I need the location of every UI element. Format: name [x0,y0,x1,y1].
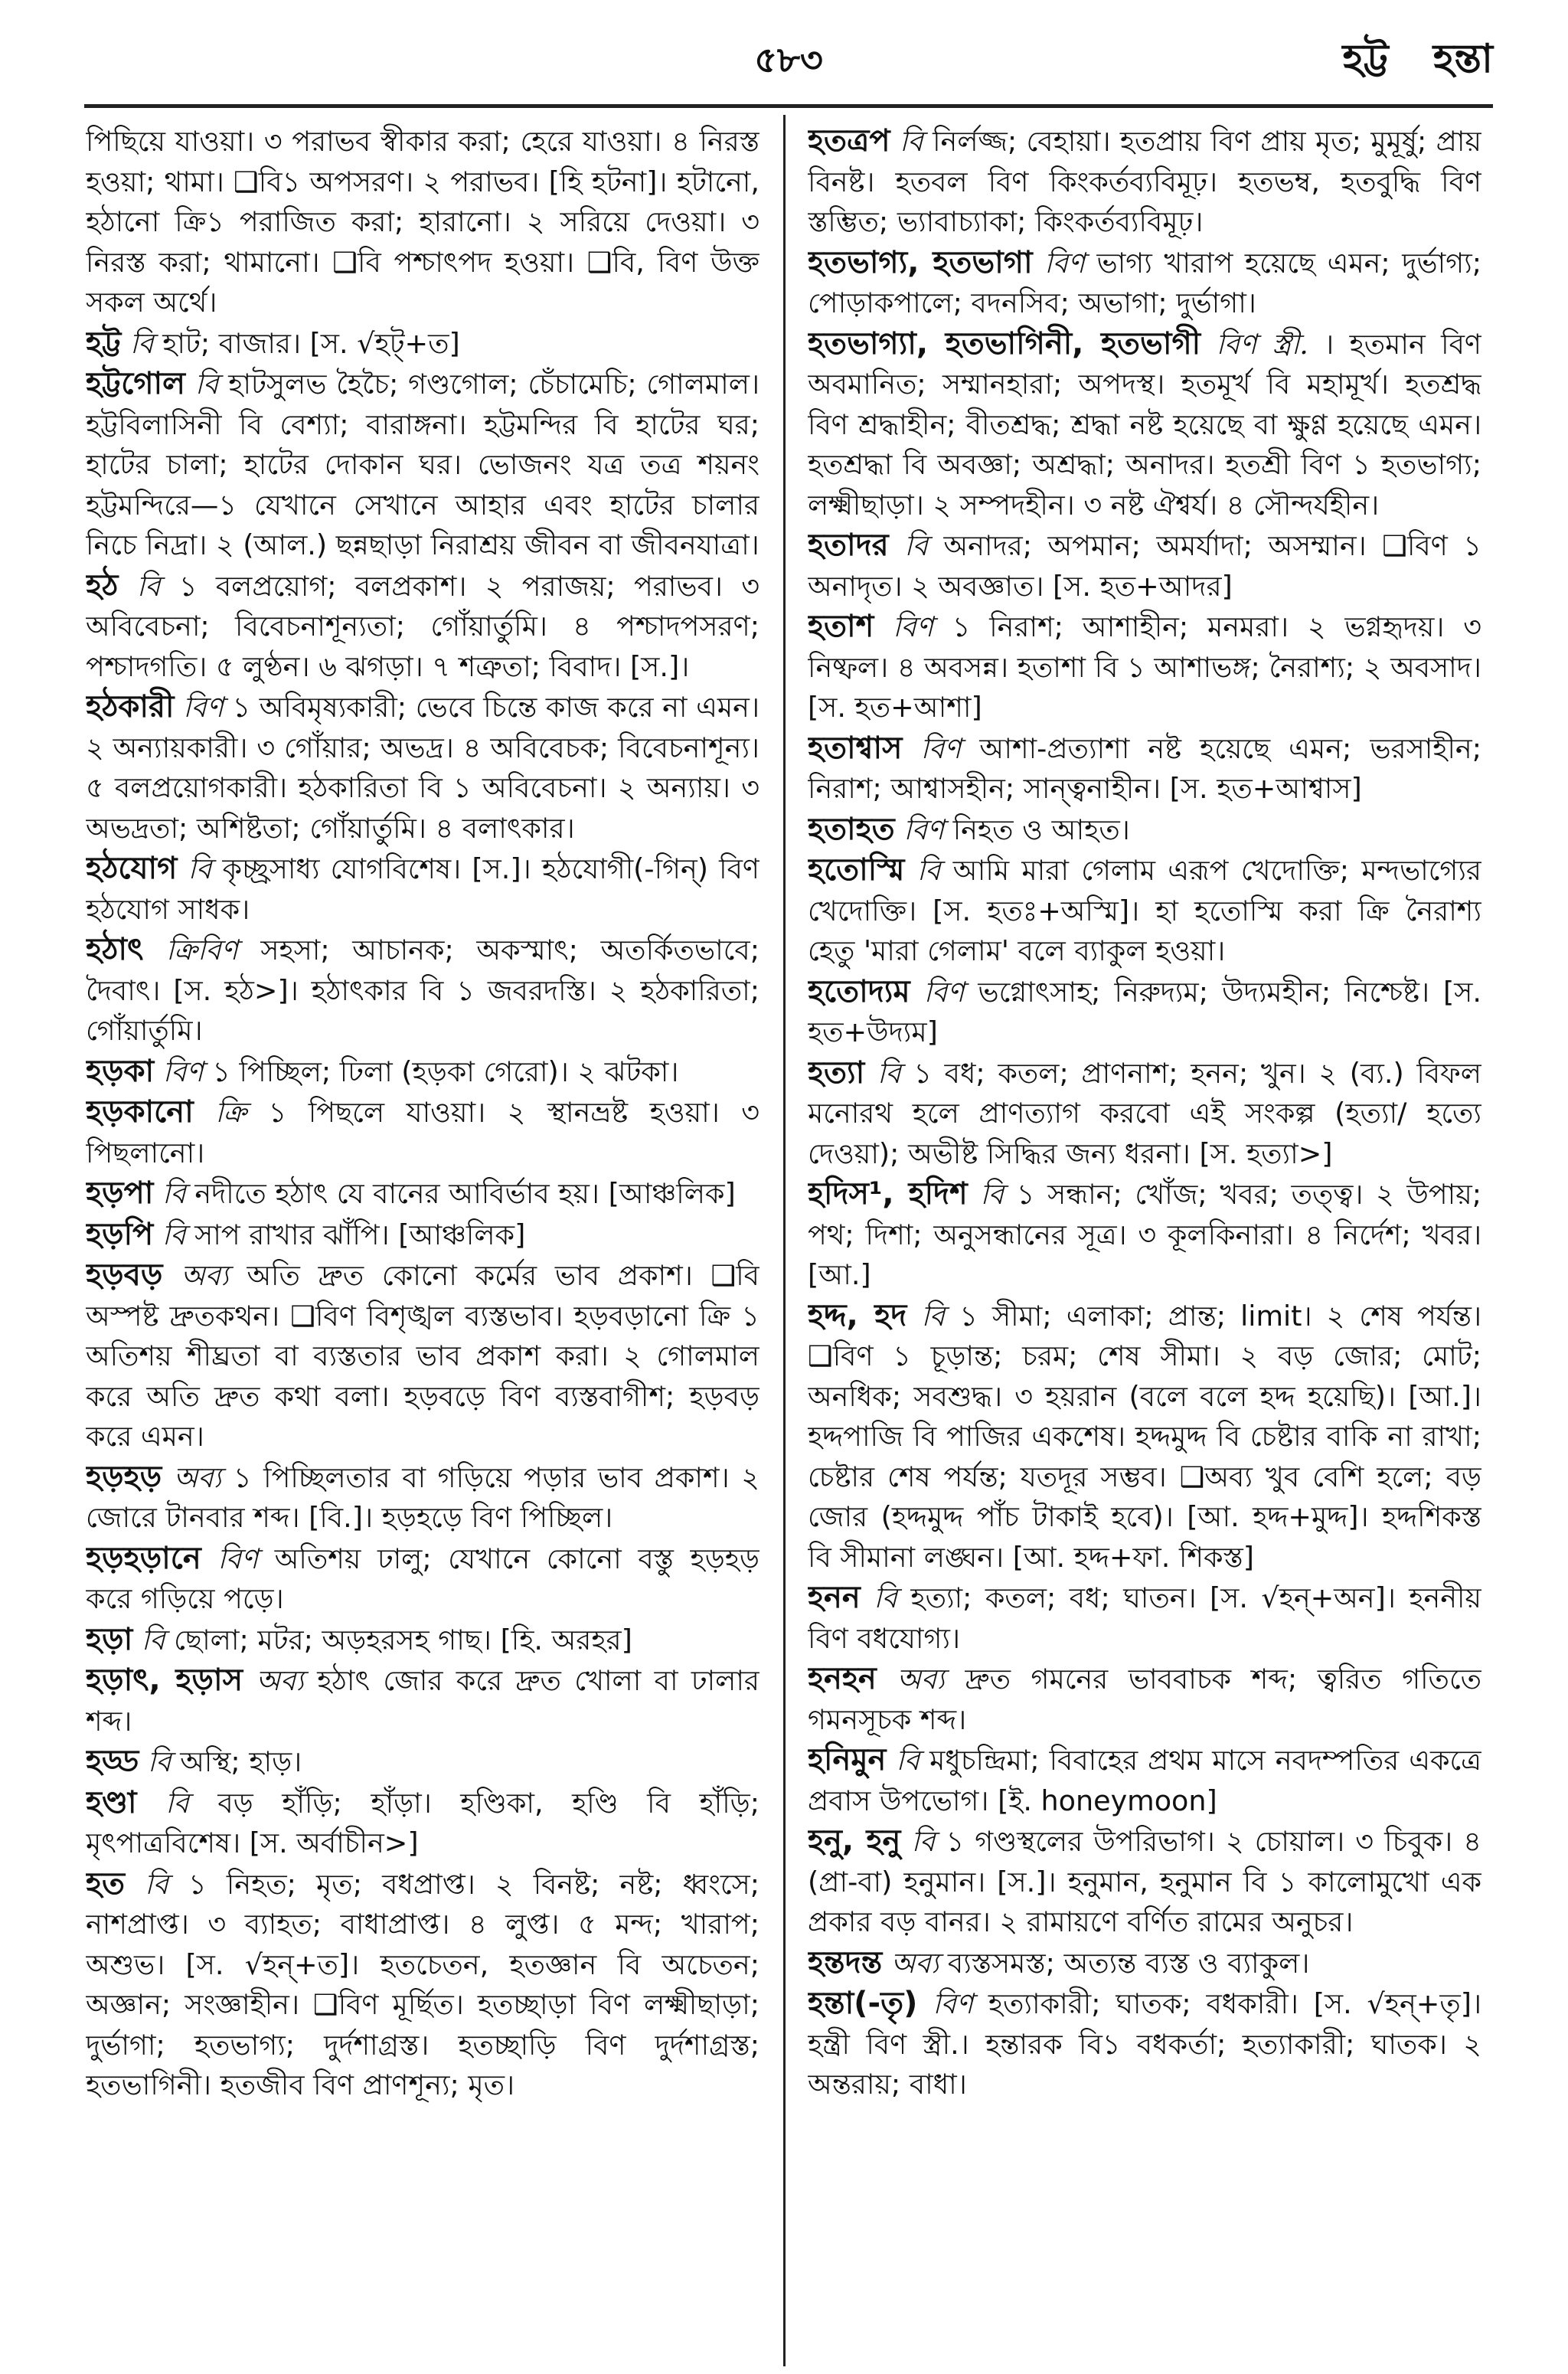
headword: হড়া [86,1621,133,1657]
headword: হড়হড়ানে [86,1540,201,1576]
part-of-speech: বিণ [162,1055,204,1088]
headword: হত [86,1866,126,1901]
part-of-speech: ক্রি [215,1096,247,1129]
definition: । হতমান বিণ অবমানিত; সম্মানহারা; অপদস্থ। হতমূর্খ বি মহামূর্খ। হতশ্রদ্ধ বিণ শ্রদ্ধাহীন; বীতশ্রদ্ধ; শ্রদ্ধা নষ্ট হয়েছে বা ক্ষুণ্ণ হয়েছে এমন। হতশ্রদ্ধা বি অবজ্ঞা; অশ্রদ্ধা; অনাদর। হতশ্রী বিণ ১ হতভাগ্য; লক্ষ্মীছাড়া। ২ সম্পদহীন। ৩ নষ্ট ঐশ্বর্য। ৪ সৌন্দর্যহীন। [808,327,1481,522]
headword: হঠযোগ [86,851,178,886]
definition: অতিশয় ঢালু; যেখানে কোনো বস্তু হড়হড় করে গড়িয়ে পড়ে। [86,1542,760,1615]
header-rule [84,104,1493,108]
dictionary-entry [808,1983,1481,2105]
definition: হাট; বাজার। [স. √হট্+ত] [162,326,460,360]
dictionary-entry [86,849,760,930]
headword: হতোস্মি [808,852,905,888]
dictionary-entry [86,566,760,688]
definition: হাটসুলভ হৈচৈ; গণ্ডগোল; চেঁচামেচি; গোলমাল। হট্টবিলাসিনী বি বেশ্যা; বারাঙ্গনা। হট্টমন্দির বি হাটের ঘর; হাটের চালা; হাটের দোকান ঘর। ভোজনং যত্র তত্র শয়নং হট্টমন্দিরে—১ যেখানে সেখানে আহার এবং হাটের চালার নিচে নিদ্রা। ২ (আল.) ছন্নছাড়া নিরাশ্রয় জীবন বা জীবনযাত্রা। [86,368,760,561]
headword: হতাহত [808,811,895,847]
definition: হঠাৎ জোর করে দ্রুত খোলা বা ঢালার শব্দ। [86,1664,760,1738]
part-of-speech: বিণ [933,1987,974,2020]
headword: হদ্দ, হদ [808,1297,907,1333]
headword: হনন [808,1580,861,1615]
dictionary-entry [86,1173,760,1215]
dictionary-entry [86,1457,760,1539]
part-of-speech: বি [188,852,212,885]
part-of-speech: বি [896,1744,920,1777]
headword: হতভাগ্য, হতভাগা [808,244,1033,280]
definition: ১ বধ; কতল; প্রাণনাশ; হনন; খুন। ২ (ব্য.) বিফল মনোরথ হলে প্রাণত্যাগ করবো এই সংকল্প (হত্যা/ হত্যে দেওয়া); অভীষ্ট সিদ্ধির জন্য ধরনা। [স. হত্যা>] [808,1056,1481,1170]
part-of-speech: বি [136,569,161,603]
dictionary-entry [86,687,760,849]
definition: অতি দ্রুত কোনো কর্মের ভাব প্রকাশ। ❑বি অস্পষ্ট দ্রুতকথন। ❑বিণ বিশৃঙ্খল ব্যস্তভাব। হড়বড়ানো ক্রি ১ অতিশয় শীঘ্রতা বা ব্যস্ততার ভাব প্রকাশ করা। ২ গোলমাল করে অতি দ্রুত কথা বলা। হড়বড়ে বিণ ব্যস্তবাগীশ; হড়বড় করে এমন। [86,1259,760,1453]
headword: হতাশ্বাস [808,730,903,766]
definition: সাপ রাখার ঝাঁপি। [আঞ্চলিক] [194,1218,526,1251]
part-of-speech: বিণ [920,731,962,765]
part-of-speech: বি [911,1825,936,1858]
headword: হড়কা [86,1053,155,1089]
headword: হট্ট [86,325,122,361]
dictionary-entry [86,323,760,365]
dictionary-entry [86,1539,760,1620]
part-of-speech: অব্য [890,1946,939,1980]
headword: হড্ড [86,1744,139,1779]
page-number: ৫৮৩ [754,39,823,80]
column-divider [783,115,786,2366]
part-of-speech: অব্য [181,1259,229,1292]
headword: হড়হড় [86,1459,162,1495]
left-column [86,121,760,2365]
part-of-speech: অব্য [256,1664,304,1697]
dictionary-entry [86,1092,760,1173]
dictionary-entry [808,1174,1481,1296]
dictionary-entry [86,1620,760,1661]
dictionary-entry [86,1741,760,1783]
headword: হড়পা [86,1176,154,1211]
dictionary-entry [808,324,1481,526]
part-of-speech: বি [145,1867,168,1901]
part-of-speech: অব্য [173,1460,222,1494]
part-of-speech: বি [194,368,219,401]
definition: ১ পিচ্ছিলতার বা গড়িয়ে পড়ার ভাব প্রকাশ। ২ জোরে টানবার শব্দ। [বি.]। হড়হড়ে বিণ পিচ্ছিল। [86,1460,760,1534]
headword: হঠাৎ [86,932,144,967]
definition: ১ অবিমৃষ্যকারী; ভেবে চিন্তে কাজ করে না এমন। ২ অন্যায়কারী। ৩ গোঁয়ার; অভদ্র। ৪ অবিবেচক; বিবেচনাশূন্য। ৫ বলপ্রয়োগকারী। হঠকারিতা বি ১ অবিবেচনা। ২ অন্যায়। ৩ অভদ্রতা; অশিষ্টতা; গোঁয়ার্তুমি। ৪ বলাৎকার। [86,691,760,845]
dictionary-entry [86,121,760,323]
headword: হনিমুন [808,1742,887,1777]
dictionary-entry [86,1864,760,2106]
definition: সহসা; আচানক; অকস্মাৎ; অতর্কিতভাবে; দৈবাৎ। [স. হঠ>]। হঠাৎকার বি ১ জবরদস্তি। ২ হঠকারিতা; গোঁয়ার্তুমি। [86,934,760,1047]
dictionary-entry [808,607,1481,728]
dictionary-entry [86,1660,760,1741]
definition: ১ গণ্ডস্থলের উপরিভাগ। ২ চোয়াল। ৩ চিবুক। ৪ (প্রা-বা) হনুমান। [স.]। হনুমান, হনুমান বি ১ কালোমুখো এক প্রকার বড় বানর। ২ রামায়ণে বর্ণিত রামের অনুচর। [808,1825,1481,1938]
headword: হতাশ [808,609,874,644]
definition: বড় হাঁড়ি; হাঁড়া। হণ্ডিকা, হণ্ডি বি হাঁড়ি; মৃৎপাত্রবিশেষ। [স. অর্বাচীন>] [86,1786,760,1859]
dictionary-entry [86,1255,760,1457]
headword: হড়বড় [86,1257,163,1293]
headword: হন্তদন্ত [808,1944,883,1980]
definition: ১ সীমা; এলাকা; প্রান্ত; limit। ২ শেষ পর্যন্ত। ❑বিণ ১ চূড়ান্ত; চরম; শেষ সীমা। ২ বড় জোর; মোট; অনধিক; সবশুদ্ধ। ৩ হয়রান (বলে বলে হদ্দ হয়েছি)। [আ.]। হদ্দপাজি বি পাজির একশেষ। হদ্দমুদ্দ বি চেষ্টার বাকি না রাখা; চেষ্টার শেষ পর্যন্ত; যতদূর সম্ভব। ❑অব্য খুব বেশি হলে; বড় জোর (হদ্দমুদ্দ পাঁচ টাকাই হবে)। [আ. হদ্দ+মুদ্দ]। হদ্দশিকস্ত বি সীমানা লঙ্ঘন। [আ. হদ্দ+ফা. শিকস্ত] [808,1299,1481,1574]
part-of-speech: ক্রিবিণ [165,934,238,966]
part-of-speech: বিণ [183,691,224,724]
headword: হতোদ্যম [808,973,910,1009]
part-of-speech: বিণ [217,1542,259,1575]
definition: হত্যা; কতল; বধ; ঘাতন। [স. √হন্+অন]। হননীয় বিণ বধযোগ্য। [808,1581,1481,1655]
headword: হত্যা [808,1055,865,1091]
headword: হণ্ডা [86,1784,137,1820]
dictionary-entry [808,1659,1481,1740]
definition: ১ নিহত; মৃত; বধপ্রাপ্ত। ২ বিনষ্ট; নষ্ট; ধ্বংসে; নাশপ্রাপ্ত। ৩ ব্যাহত; বাধাপ্রাপ্ত। ৪ লুপ্ত। ৫ মন্দ; খারাপ; অশুভ। [স. √হন্+ত]। হতচেতন, হতজ্ঞান বি অচেতন; অজ্ঞান; সংজ্ঞাহীন। ❑বিণ মূর্ছিত। হতচ্ছাড়া বিণ লক্ষ্মীছাড়া; দুর্ভাগা; হতভাগ্য; দুর্দশাগ্রস্ত। হতচ্ছাড়ি বিণ দুর্দশাগ্রস্ত; হতভাগিনী। হতজীব বিণ প্রাণশূন্য; মৃত। [86,1867,760,2101]
part-of-speech: বি [899,125,923,158]
headword: হতভাগ্যা, হতভাগিনী, হতভাগী [808,325,1201,361]
dictionary-entry [808,1821,1481,1943]
dictionary-entry [808,1740,1481,1821]
dictionary-entry [86,1051,760,1093]
dictionary-entry [808,728,1481,809]
definition: ১ সন্ধান; খোঁজ; খবর; তত্ত্ব। ২ উপায়; পথ; দিশা; অনুসন্ধানের সূত্র। ৩ কূলকিনারা। ৪ নির্দেশ; খবর। [আ.] [808,1178,1481,1291]
dictionary-entry [808,1943,1481,1984]
headword: হনহন [808,1661,877,1696]
part-of-speech: বি [904,529,928,562]
headword: হট্টগোল [86,366,185,401]
part-of-speech: বি [877,1056,901,1090]
definition: অস্থি; হাড়। [180,1745,302,1778]
definition: কৃচ্ছ্রসাধ্য যোগবিশেষ। [স.]। হঠযোগী(-গিন্) বিণ হঠযোগ সাধক। [86,852,760,926]
dictionary-entry [808,1296,1481,1578]
headword: হঠ [86,567,119,603]
right-column [808,121,1481,2365]
headword: হঠকারী [86,689,175,724]
definition: ১ বলপ্রয়োগ; বলপ্রকাশ। ২ পরাজয়; পরাভব। ৩ অবিবেচনা; বিবেচনাশূন্যতা; গোঁয়ার্তুমি। ৪ পশ্চাদপসরণ; পশ্চাদগতি। ৫ লুণ্ঠন। ৬ ঝগড়া। ৭ শত্রুতা; বিবাদ। [স.]। [86,569,760,683]
definition: ব্যস্তসমস্ত; অত্যন্ত ব্যস্ত ও ব্যাকুল। [947,1946,1310,1980]
definition: নদীতে হঠাৎ যে বানের আবির্ভাব হয়। [আঞ্চলিক] [194,1177,736,1210]
part-of-speech: বিণ [903,813,945,846]
dictionary-entry [808,121,1481,243]
definition: ছোলা; মটর; অড়হরসহ গাছ। [হি. অরহর] [174,1623,632,1656]
headword: হন্তা(-তৃ) [808,1986,918,2021]
dictionary-entry [808,243,1481,324]
part-of-speech: বি [874,1581,897,1614]
definition: ১ পিছলে যাওয়া। ২ স্থানভ্রষ্ট হওয়া। ৩ পিছলানো। [86,1096,760,1169]
definition: মধুচন্দ্রিমা; বিবাহের প্রথম মাসে নবদম্পতির একত্রে প্রবাস উপভোগ। [ই. honeymoon] [808,1744,1481,1817]
guide-words: হট্ট হন্তা [1342,35,1493,82]
part-of-speech: বিণ [923,975,965,1009]
definition: আমি মারা গেলাম এরূপ খেদোক্তি; মন্দভাগ্যের খেদোক্তি। [স. হতঃ+অস্মি]। হা হতোস্মি করা ক্রি নৈরাশ্য হেতু 'মারা গেলাম' বলে ব্যাকুল হওয়া। [808,854,1481,967]
headword: হড়পি [86,1216,154,1252]
definition: অনাদর; অপমান; অমর্যাদা; অসম্মান। ❑বিণ ১ অনাদৃত। ২ অবজ্ঞাত। [স. হত+আদর] [808,529,1481,603]
part-of-speech: বি [162,1218,186,1251]
dictionary-entry [808,525,1481,607]
definition: ১ পিচ্ছিল; ঢিলা (হড়কা গেরো)। ২ ঝটকা। [212,1055,679,1088]
part-of-speech: বি [162,1177,186,1210]
dictionary-entry [86,1215,760,1256]
headword: হতত্রপ [808,123,890,159]
part-of-speech: বিণ [893,610,933,643]
part-of-speech: বি [980,1178,1004,1211]
definition: পিছিয়ে যাওয়া। ৩ পরাভব স্বীকার করা; হেরে যাওয়া। ৪ নিরস্ত হওয়া; থামা। ❑বি১ অপসরণ। ২ পরাভব। [হি হটনা]। হটানো, হঠানো ক্রি১ পরাজিত করা; হারানো। ২ সরিয়ে দেওয়া। ৩ নিরস্ত করা; থামানো। ❑বি পশ্চাৎপদ হওয়া। ❑বি, বিণ উক্ত সকল অর্থে। [86,125,760,319]
definition: ১ নিরাশ; আশাহীন; মনমরা। ২ ভগ্নহৃদয়। ৩ নিষ্ফল। ৪ অবসন্ন। হতাশা বি ১ আশাভঙ্গ; নৈরাশ্য; ২ অবসাদ। [স. হত+আশা] [808,610,1481,724]
definition: হত্যাকারী; ঘাতক; বধকারী। [স. √হন্+তৃ]। হন্ত্রী বিণ স্ত্রী.। হন্তারক বি১ বধকর্তা; হত্যাকারী; ঘাতক। ২ অন্তরায়; বাধা। [808,1987,1481,2101]
dictionary-entry [86,930,760,1051]
part-of-speech: অব্য [897,1663,945,1695]
definition: নির্লজ্জ; বেহায়া। হতপ্রায় বিণ প্রায় মৃত; মুমূর্ষু; প্রায় বিনষ্ট। হতবল বিণ কিংকর্তব্যবিমূঢ়। হতভম্ব, হতবুদ্ধি বিণ স্তম্ভিত; ভ্যাবাচ্যাকা; কিংকর্তব্যবিমূঢ়। [808,125,1481,238]
dictionary-entry [808,809,1481,851]
part-of-speech: বি [141,1623,165,1656]
headword: হড়াৎ, হড়াস [86,1663,243,1698]
part-of-speech: বি [129,326,154,360]
headword: হতাদর [808,528,889,563]
definition: আশা-প্রত্যাশা নষ্ট হয়েছে এমন; ভরসাহীন; নিরাশ; আশ্বাসহীন; সান্ত্বনাহীন। [স. হত+আশ্বাস] [808,731,1481,805]
dictionary-entry [86,364,760,566]
part-of-speech: বি [147,1745,172,1778]
headword: হদিস¹, হদিশ [808,1176,968,1212]
definition: নিহত ও আহত। [952,813,1130,846]
part-of-speech: বি [916,854,941,887]
part-of-speech: বিণ [1044,246,1085,280]
headword: হনু, হনু [808,1823,901,1859]
definition: দ্রুত গমনের ভাববাচক শব্দ; ত্বরিত গতিতে গমনসূচক শব্দ। [808,1663,1481,1736]
definition: ভগ্নোৎসাহ; নিরুদ্যম; উদ্যমহীন; নিশ্চেষ্ট। [স. হত+উদ্যম] [808,975,1481,1048]
dictionary-entry [808,1053,1481,1175]
definition: ভাগ্য খারাপ হয়েছে এমন; দুর্ভাগ্য; পোড়াকপালে; বদনসিব; অভাগা; দুর্ভাগা। [808,246,1481,319]
page-header [84,23,1493,100]
dictionary-entry [808,1578,1481,1659]
dictionary-entry [808,972,1481,1053]
headword: হড়কানো [86,1094,194,1130]
part-of-speech: বি [921,1299,946,1333]
part-of-speech: বিণ স্ত্রী. [1216,327,1308,361]
part-of-speech: বি [165,1786,189,1820]
dictionary-entry [808,850,1481,972]
dictionary-entry [86,1783,760,1864]
